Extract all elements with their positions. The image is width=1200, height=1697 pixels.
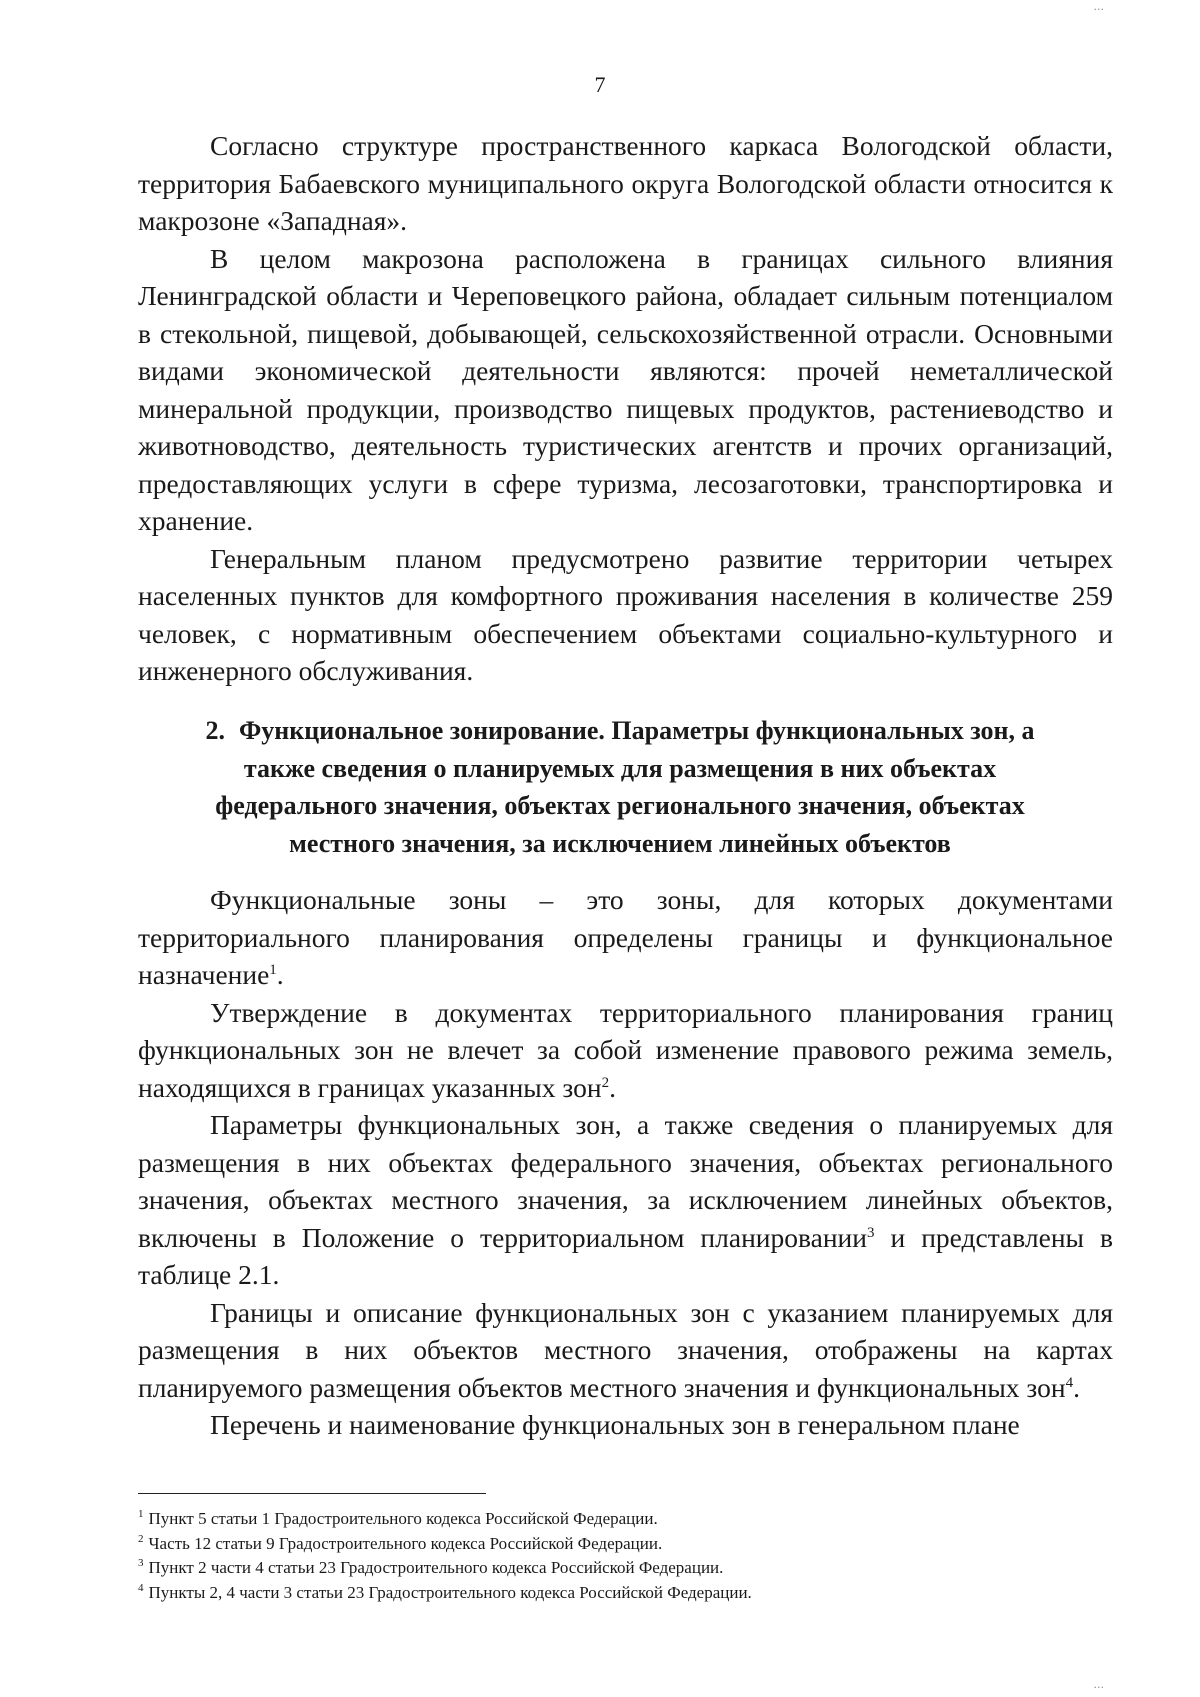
paragraph-zones-list (138, 1406, 1113, 1444)
paragraph-tail: . (276, 959, 284, 990)
footnote-ref[interactable]: 3 (866, 1224, 875, 1241)
paragraph-text: Параметры функциональных зон, а также сведения о планируемых для размещения в них объектах федерального значения, объектах регионального значения, объектах местного значения, за исключением линейных объектов, включены в Положение о территориальном планировании (138, 1109, 1113, 1253)
paragraph-economy: В целом макрозона расположена в границах сильного влияния Ленинградской области и Череповецкого района, обладает сильным потенциалом в стекольной, пищевой, добывающей, сельскохозяйственной отрасли. Основными видами экономической деятельности являются: прочей неметаллической минеральной продукции, производство пищевых продуктов, растениеводство и животноводство, деятельность туристических агентств и прочих организаций, предоставляющих услуги в сфере туризма, лесозаготовки, транспортировка и хранение. (138, 242, 1113, 536)
footnotes-list (138, 1507, 1113, 1605)
paragraph-text: Перечень и наименование функциональных зон в генеральном плане (210, 1409, 1020, 1440)
paragraph-zones-parameters (138, 1106, 1113, 1294)
footnote-text: Пункты 2, 4 части 3 статьи 23 Градостроительного кодекса Российской Федерации. (148, 1582, 752, 1602)
footnote-number: 3 (138, 1557, 144, 1570)
paragraph-text: Границы и описание функциональных зон с указанием планируемых для размещения в них объектов местного значения, отображены на картах планируемого размещения объектов местного значения и функциональных зон (138, 1296, 1113, 1403)
footnote-text: Часть 12 статьи 9 Градостроительного кодекса Российской Федерации. (148, 1533, 663, 1553)
paragraph-zones-definition (138, 881, 1113, 994)
footnote-ref[interactable]: 2 (601, 1074, 610, 1091)
scan-edge-mark-bottom: ... (1093, 1678, 1104, 1691)
section-title: Функциональное зонирование. Параметры функциональных зон, а также сведения о планируемых для размещения в них объектах федерального значения, объектах регионального значения, объектах местного значения, за исключением линейных объектов (215, 716, 1035, 858)
paragraph-general-plan: Генеральным планом предусмотрено развитие территории четырех населенных пунктов для комфортного проживания населения в количестве 259 человек, с нормативным обеспечением объектами социально-культурного и инженерного обслуживания. (138, 542, 1113, 686)
paragraph-zones-approval (138, 994, 1113, 1107)
section-number: 2. (205, 716, 225, 745)
text-block-zoning (138, 881, 1113, 1444)
footnote-item (138, 1581, 1113, 1606)
section-heading (170, 712, 1070, 862)
footnote-item (138, 1556, 1113, 1581)
footnote-ref[interactable]: 1 (269, 961, 277, 978)
paragraph-tail: и представлены в таблице 2.1. (138, 1221, 1113, 1290)
footnote-item (138, 1507, 1113, 1532)
footnote-ref[interactable]: 4 (1065, 1374, 1074, 1391)
scan-edge-mark-top: ... (1093, 0, 1104, 13)
page-number: 7 (594, 72, 606, 97)
paragraph-zones-maps (138, 1294, 1113, 1407)
footnote-text: Пункт 2 части 4 статьи 23 Градостроительного кодекса Российской Федерации. (148, 1558, 724, 1577)
footnote-item (138, 1532, 1113, 1557)
paragraph-text: Функциональные зоны – это зоны, для которых документами территориального планирования определены границы и функциональное назначение (138, 884, 1113, 990)
text-block-intro (138, 127, 1113, 690)
footnote-divider (138, 1493, 486, 1494)
paragraph-text: Утверждение в документах территориального планирования границ функциональных зон не влечет за собой изменение правового режима земель, находящихся в границах указанных зон (138, 996, 1113, 1103)
paragraph-macrozone: Согласно структуре пространственного каркаса Вологодской области, территория Бабаевского муниципального округа Вологодской области относится к макрозоне «Западная». (138, 130, 1113, 236)
footnote-number: 2 (138, 1532, 144, 1545)
paragraph-tail: . (609, 1071, 616, 1103)
footnote-number: 1 (138, 1508, 144, 1521)
footnote-text: Пункт 5 статьи 1 Градостроительного кодекса Российской Федерации. (148, 1509, 658, 1528)
footnote-number: 4 (138, 1581, 144, 1594)
paragraph-tail: . (1073, 1371, 1080, 1403)
